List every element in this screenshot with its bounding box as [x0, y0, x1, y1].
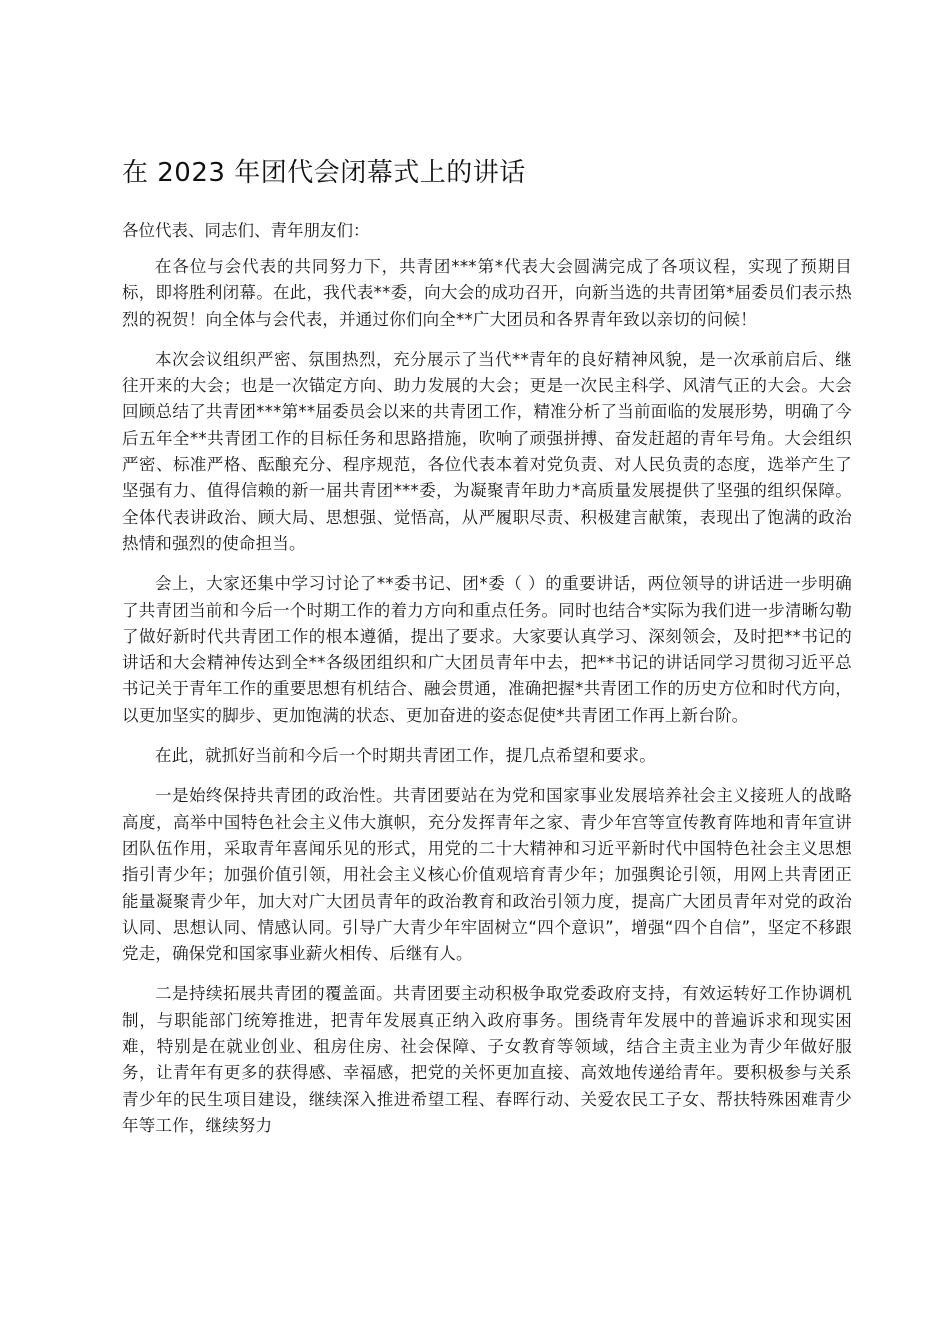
paragraph-5: 一是始终保持共青团的政治性。共青团要站在为党和国家事业发展培养社会主义接班人的战略高度，高举中国特色社会主义伟大旗帜，充分发挥青年之家、青少年宫等宣传教育阵地和青年宣讲团队伍作用，采取青年喜闻乐见的形式，用党的二十大精神和习近平新时代中国特色社会主义思想指引青少年；加强价值引领，用社会主义核心价值观培育青少年；加强舆论引领，用网上共青团正能量凝聚青少年，加大对广大团员青年的政治教育和政治引领力度，提高广大团员青年对党的政治认同、思想认同、情感认同。引导广大青少年牢固树立“四个意识”，增强“四个自信”，坚定不移跟党走，确保党和国家事业薪火相传、后继有人。: [122, 786, 852, 964]
document-title: 在 2023 年团代会闭幕式上的讲话: [122, 158, 526, 188]
paragraph-4: 在此，就抓好当前和今后一个时期共青团工作，提几点希望和要求。: [155, 746, 656, 766]
paragraph-3: 会上，大家还集中学习讨论了**委书记、团*委（ ）的重要讲话，两位领导的讲话进一步明确了共青团当前和今后一个时期工作的着力方向和重点任务。同时也结合*实际为我们进一步清晰勾勒了做好新时代共青团工作的根本遵循，提出了要求。大家要认真学习、深刻领会，及时把**书记的讲话和大会精神传达到全**各级团组织和广大团员青年中去，把**书记的讲话同学习贯彻习近平总书记关于青年工作的重要思想有机结合、融会贯通，准确把握*共青团工作的历史方位和时代方向，以更加坚实的脚步、更加饱满的状态、更加奋进的姿态促使*共青团工作再上新台阶。: [122, 574, 852, 725]
paragraph-2: 本次会议组织严密、氛围热烈，充分展示了当代**青年的良好精神风貌，是一次承前启后、继往开来的大会；也是一次锚定方向、助力发展的大会；更是一次民主科学、风清气正的大会。大会回顾总结了共青团***第**届委员会以来的共青团工作，精准分析了当前面临的发展形势，明确了今后五年全**共青团工作的目标任务和思路措施，吹响了顽强拼搏、奋发赶超的青年号角。大会组织严密、标准严格、酝酿充分、程序规范，各位代表本着对党负责、对人民负责的态度，选举产生了坚强有力、值得信赖的新一届共青团***委，为凝聚青年助力*高质量发展提供了坚强的组织保障。全体代表讲政治、顾大局、思想强、觉悟高，从严履职尽责、积极建言献策，表现出了饱满的政治热情和强烈的使命担当。: [122, 349, 852, 553]
document-page: [122, 150, 852, 1153]
salutation: 各位代表、同志们、青年朋友们：: [122, 221, 370, 240]
paragraph-6: 二是持续拓展共青团的覆盖面。共青团要主动积极争取党委政府支持，有效运转好工作协调机制，与职能部门统筹推进，把青年发展真正纳入政府事务。围绕青年发展中的普遍诉求和现实困难，特别是在就业创业、租房住房、社会保障、子女教育等领域，结合主责主业为青少年做好服务，让青年有更多的获得感、幸福感，把党的关怀更加直接、高效地传递给青年。要积极参与关系青少年的民生项目建设，继续深入推进希望工程、春晖行动、关爱农民工子女、帮扶特殊困难青少年等工作，继续努力: [122, 984, 852, 1135]
paragraph-1: 在各位与会代表的共同努力下，共青团***第*代表大会圆满完成了各项议程，实现了预期目标，即将胜利闭幕。在此，我代表**委，向大会的成功召开，向新当选的共青团第*届委员们表示热烈的祝贺！向全体与会代表，并通过你们向全**广大团员和各界青年致以亲切的问候！: [122, 257, 852, 329]
